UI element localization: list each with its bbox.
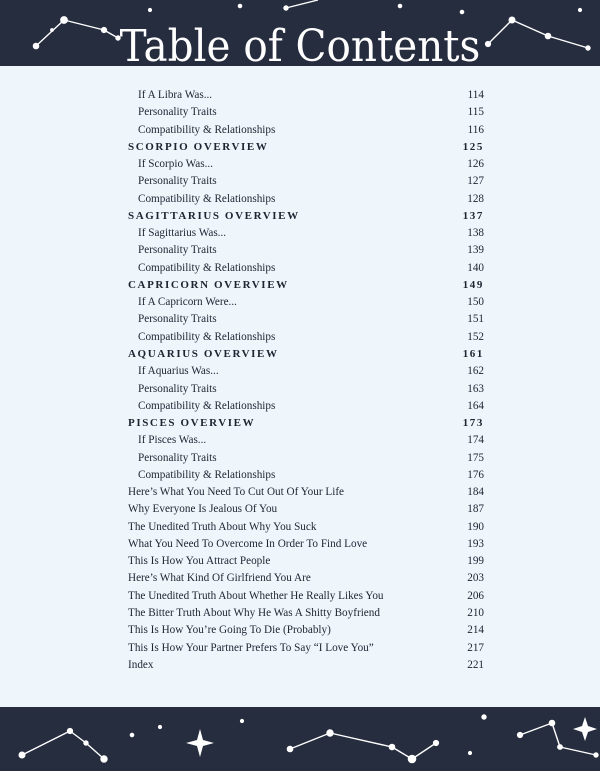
- toc-entry-label: Compatibility & Relationships: [138, 123, 276, 136]
- toc-page-number: 163: [467, 382, 484, 395]
- toc-page-number: 217: [467, 641, 484, 654]
- toc-entry-row[interactable]: [128, 294, 484, 311]
- toc-entry-row[interactable]: [128, 501, 484, 518]
- toc-section-row[interactable]: [128, 208, 484, 225]
- toc-page-number: 115: [467, 106, 484, 119]
- header-band: [0, 0, 600, 72]
- toc-page-number: 199: [467, 555, 484, 568]
- toc-entry-label: What You Need To Overcome In Order To Find Love: [128, 537, 368, 550]
- toc-entry-label: This Is How You Attract People: [128, 555, 271, 568]
- toc-page-number: 114: [467, 89, 484, 101]
- toc-entry-label: Compatibility & Relationships: [138, 330, 276, 343]
- toc-page-number: 187: [467, 503, 484, 516]
- toc-entry-label: If Pisces Was...: [138, 434, 207, 447]
- toc-page-number: 137: [462, 209, 484, 222]
- toc-entry-row[interactable]: [128, 191, 484, 208]
- toc-page-number: 190: [467, 520, 484, 533]
- toc-entry-row[interactable]: [128, 622, 484, 639]
- toc-entry-label: The Bitter Truth About Why He Was A Shitty Boyfriend: [128, 606, 380, 619]
- toc-entry-label: The Unedited Truth About Why You Suck: [128, 520, 317, 533]
- toc-entry-row[interactable]: [128, 156, 484, 173]
- toc-entry-label: Compatibility & Relationships: [138, 399, 276, 412]
- toc-page-number: 126: [467, 158, 484, 171]
- toc-page-number: 221: [467, 658, 484, 671]
- toc-entry-row[interactable]: [128, 570, 484, 587]
- toc-entry-row[interactable]: [128, 519, 484, 536]
- toc-page-number: 125: [462, 140, 484, 153]
- toc-page-number: 128: [467, 192, 484, 205]
- toc-page-number: 174: [467, 434, 484, 447]
- toc-entry-row[interactable]: [128, 225, 484, 242]
- toc-entry-label: This Is How Your Partner Prefers To Say “I Love You”: [128, 641, 374, 654]
- toc-entry-row[interactable]: [128, 588, 484, 605]
- toc-entry-row[interactable]: [128, 311, 484, 328]
- toc-entry-row[interactable]: [128, 605, 484, 622]
- toc-entry-row[interactable]: [128, 381, 484, 398]
- toc-page-number: 206: [467, 589, 484, 602]
- toc-page-number: 164: [467, 399, 484, 412]
- toc-entry-label: CAPRICORN OVERVIEW: [128, 278, 289, 291]
- toc-page-number: 175: [467, 451, 484, 464]
- toc-entry-row[interactable]: [128, 87, 484, 104]
- toc-entry-row[interactable]: [128, 484, 484, 501]
- toc-page-number: 152: [467, 330, 484, 343]
- toc-page-number: 176: [467, 468, 484, 481]
- toc-page-number: 193: [467, 537, 484, 550]
- toc-page-number: 184: [467, 486, 484, 499]
- toc-entry-row[interactable]: [128, 398, 484, 415]
- toc-section-row[interactable]: [128, 346, 484, 363]
- toc-page-number: 203: [467, 572, 484, 585]
- constellation-decoration-bottom: [0, 707, 600, 771]
- toc-page-number: 173: [462, 417, 484, 430]
- toc-entry-label: If Aquarius Was...: [138, 365, 219, 378]
- toc-entry-label: Compatibility & Relationships: [138, 192, 276, 205]
- toc-page-number: 151: [467, 313, 484, 326]
- toc-entry-label: Index: [128, 658, 154, 671]
- toc-page-number: 214: [467, 624, 484, 637]
- toc-entry-label: AQUARIUS OVERVIEW: [128, 347, 279, 360]
- toc-section-row[interactable]: [128, 277, 484, 294]
- toc-section-row[interactable]: [128, 139, 484, 156]
- toc-entry-label: Here’s What You Need To Cut Out Of Your Life: [128, 486, 345, 499]
- toc-entry-label: If A Libra Was...: [138, 89, 213, 101]
- toc-entry-label: Personality Traits: [138, 106, 217, 119]
- toc-entry-label: Why Everyone Is Jealous Of You: [128, 503, 278, 516]
- toc-entry-label: SCORPIO OVERVIEW: [128, 140, 269, 153]
- toc-entry-row[interactable]: [128, 104, 484, 121]
- toc-page-number: 210: [467, 606, 484, 619]
- toc-entry-label: If Scorpio Was...: [138, 158, 214, 171]
- toc-entry-row[interactable]: [128, 432, 484, 449]
- toc-entry-row[interactable]: [128, 122, 484, 139]
- toc-entry-row[interactable]: [128, 260, 484, 277]
- toc-entry-label: Here’s What Kind Of Girlfriend You Are: [128, 572, 311, 585]
- toc-entry-label: PISCES OVERVIEW: [128, 417, 256, 430]
- toc-page-number: 127: [467, 175, 484, 188]
- page-title: Table of Contents: [119, 21, 481, 72]
- toc-entry-label: Personality Traits: [138, 175, 217, 188]
- toc-entry-row[interactable]: [128, 363, 484, 380]
- toc-page-number: 140: [467, 261, 484, 274]
- toc-entry-row[interactable]: [128, 329, 484, 346]
- toc-page-number: 150: [467, 296, 484, 309]
- toc-entry-row[interactable]: [128, 467, 484, 484]
- toc-page-number: 138: [467, 227, 484, 240]
- toc-entry-row[interactable]: [128, 640, 484, 657]
- sparkle-icon: [186, 729, 214, 757]
- toc-page-number: 139: [467, 244, 484, 257]
- toc-page-number: 162: [467, 365, 484, 378]
- toc-entry-row[interactable]: [128, 173, 484, 190]
- toc-entry-label: Personality Traits: [138, 244, 217, 257]
- toc-entry-label: Personality Traits: [138, 313, 217, 326]
- toc-entry-row[interactable]: [128, 657, 484, 674]
- table-of-contents: [128, 87, 484, 674]
- toc-entry-label: Compatibility & Relationships: [138, 468, 276, 481]
- toc-entry-label: The Unedited Truth About Whether He Really Likes You: [128, 589, 384, 602]
- toc-entry-label: This Is How You’re Going To Die (Probably): [128, 624, 331, 637]
- toc-section-row[interactable]: [128, 415, 484, 432]
- toc-entry-label: Compatibility & Relationships: [138, 261, 276, 274]
- toc-entry-label: Personality Traits: [138, 382, 217, 395]
- toc-entry-row[interactable]: [128, 450, 484, 467]
- toc-page-number: 149: [462, 278, 484, 291]
- toc-entry-label: Personality Traits: [138, 451, 217, 464]
- footer-band: [0, 707, 600, 771]
- toc-entry-row[interactable]: [128, 536, 484, 553]
- toc-entry-label: If A Capricorn Were...: [138, 296, 237, 309]
- toc-entry-label: SAGITTARIUS OVERVIEW: [128, 209, 300, 222]
- toc-entry-row[interactable]: [128, 242, 484, 259]
- sparkle-icon: [573, 717, 597, 741]
- toc-page-number: 161: [462, 347, 484, 360]
- toc-page-number: 116: [467, 123, 484, 136]
- toc-entry-label: If Sagittarius Was...: [138, 227, 227, 240]
- toc-entry-row[interactable]: [128, 553, 484, 570]
